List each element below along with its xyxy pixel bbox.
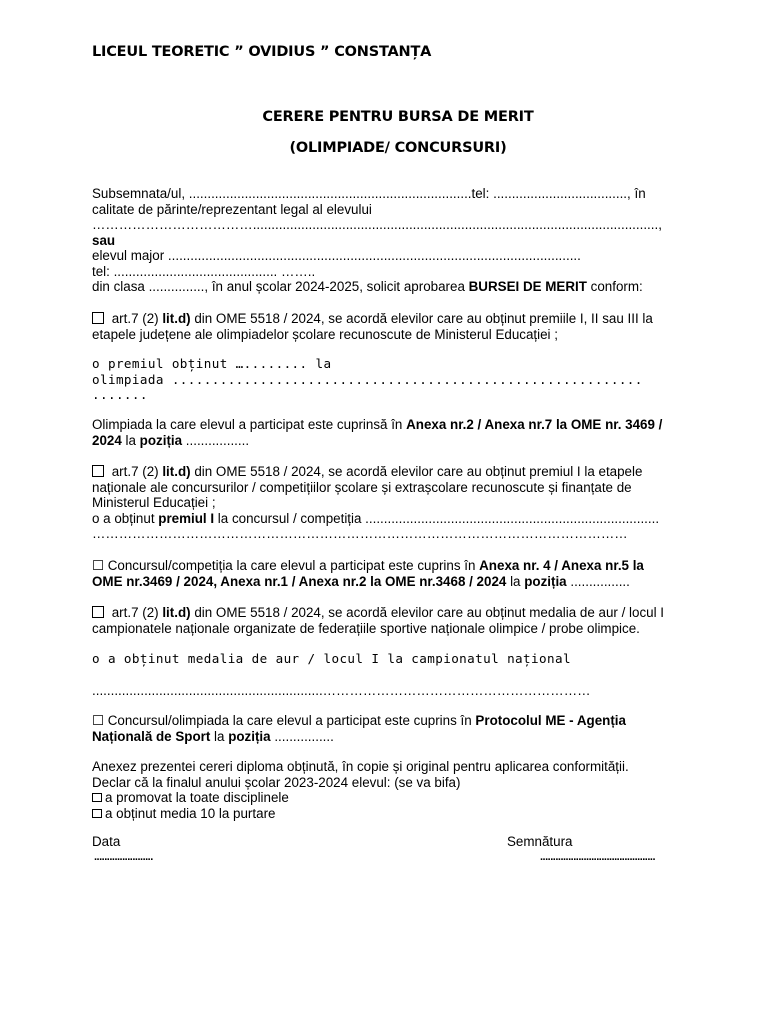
checkbox[interactable] (92, 793, 102, 802)
intro-line: tel: ............................................ …….. (92, 263, 316, 279)
intro-line: ………………………………............................................................................................................., (92, 217, 662, 232)
intro-line: calitate de părinte/reprezentant legal al elevului (92, 201, 372, 217)
section-line: ………………………………………………………………………………………………………… (92, 526, 628, 541)
section-sport (92, 605, 704, 636)
checkbox[interactable] (92, 606, 104, 618)
sport-entry: o a obținut medalia de aur / locul I la campionatul național (92, 651, 571, 666)
checkbox[interactable] (92, 465, 104, 477)
intro-block (92, 186, 704, 295)
sport-protocol: ☐ Concursul/olimpiada la care elevul a participat este cuprins în Protocolul ME - Agenția Națională de Sport la poziția ................ (92, 713, 626, 744)
olimpiada-anexa: Olimpiada la care elevul a participat este cuprinsă în Anexa nr.2 / Anexa nr.7 la OME nr. 3469 / 2024 la poziția ................. (92, 417, 663, 448)
intro-line: elevul major ............................................................................................................... (92, 248, 581, 263)
checkbox[interactable] (92, 312, 104, 324)
signature-field[interactable]: ............................................. (540, 851, 656, 863)
signature-label: Semnătura (507, 834, 573, 849)
school-name: LICEUL TEORETIC ” OVIDIUS ” CONSTANȚA (92, 44, 432, 60)
section-line: campionatele naționale organizate de federațiile sportive naționale olimpice / probe olimpice. (92, 620, 640, 636)
document-title: CERERE PENTRU BURSA DE MERIT (262, 109, 534, 125)
section-line: art.7 (2) lit.d) din OME 5518 / 2024, se acordă elevilor care au obținut premiul I la etapele (92, 464, 704, 480)
section-line: Ministerul Educației ; (92, 495, 216, 510)
concurs-anexa: ☐ Concursul/competiția la care elevul a participat este cuprins în Anexa nr. 4 / Anexa nr.5 la OME nr.3469 / 2024, Anexa nr.1 / Anexa nr.2 la OME nr.3468 / 2024 la poziția ................ (92, 558, 644, 589)
section-line: art.7 (2) lit.d) din OME 5518 / 2024, se acordă elevilor care au obținut medalia de aur / locul I (92, 605, 704, 621)
section-line: etapele județene ale olimpiadelor școlare recunoscute de Ministerul Educației ; (92, 326, 558, 342)
section-line: o a obținut premiul I la concursul / competiția ............................................................................... (92, 510, 660, 526)
section-line: art.7 (2) lit.d) din OME 5518 / 2024, se acordă elevilor care au obținut premiile I, II sau III la (92, 311, 704, 327)
option-media: a obținut media 10 la purtare (92, 806, 704, 822)
date-field[interactable]: ....................... (94, 851, 153, 863)
document-subtitle: (OLIMPIADE/ CONCURSURI) (289, 140, 507, 156)
closing-block: Anexez prezentei cereri diploma obținută, în copie și original pentru aplicarea conformității. Declar că la finalul anului școlar 2023-2024 elevul: (se va bifa) a promovat la toate disciplinele a obținut media 10 la purtare (92, 759, 704, 821)
option-promovat: a promovat la toate disciplinele (92, 790, 704, 806)
section-concursuri (92, 464, 704, 542)
olimpiada-entry: o premiul obținut …........ la olimpiada ........................................................... ....... (92, 356, 643, 402)
intro-line: din clasa ..............., în anul școlar 2024-2025, solicit aprobarea BURSEI DE MERIT conform: (92, 279, 643, 294)
sport-dots: ..............................................................…………………………………………………… (92, 683, 591, 698)
section-olimpiade (92, 311, 704, 342)
intro-or: sau (92, 232, 116, 248)
intro-line: Subsemnata/ul, ............................................................................tel: ...................................., în (92, 186, 646, 201)
checkbox[interactable] (92, 809, 102, 818)
date-label: Data (92, 834, 121, 849)
section-line: naționale ale concursurilor / competițiilor școlare și extrașcolare recunoscute și finanțate de (92, 479, 632, 495)
